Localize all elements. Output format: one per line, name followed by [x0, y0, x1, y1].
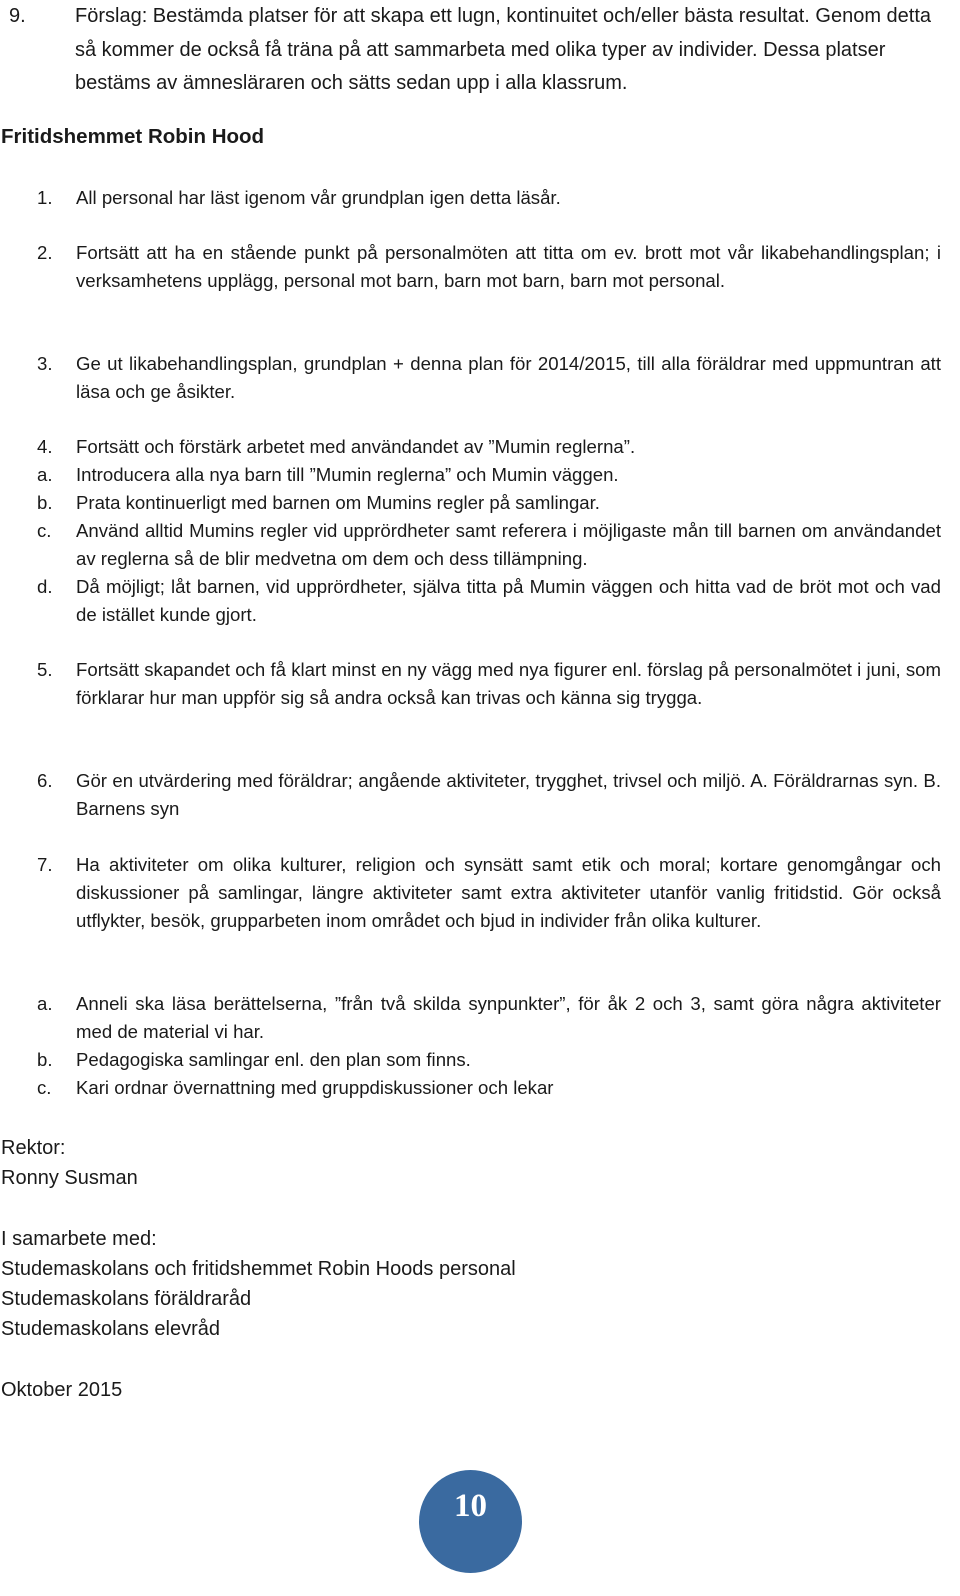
item-text: All personal har läst igenom vår grundplan igen detta läsår.: [76, 187, 561, 208]
item-text: Fortsätt att ha en stående punkt på personalmöten att titta om ev. brott mot vår likabehandlingsplan; i verksamhetens upplägg, personal mot barn, barn mot barn, barn mot personal.: [76, 242, 941, 291]
item-number: b.: [37, 492, 53, 513]
item-number: 7.: [37, 854, 53, 875]
item-number: c.: [37, 520, 52, 541]
item-text: Använd alltid Mumins regler vid upprördheter samt referera i möjligaste mån till barnen om användandet av reglerna så de blir medvetna om dem och dess tillämpning.: [76, 520, 941, 569]
page-number-badge: [419, 1470, 522, 1573]
item-text: Introducera alla nya barn till ”Mumin reglerna” och Mumin väggen.: [76, 464, 619, 485]
item-number: 1.: [37, 187, 53, 208]
item-number: 5.: [37, 659, 53, 680]
item-number: 4.: [37, 436, 53, 457]
page-number: 10: [454, 1488, 487, 1524]
item-number: b.: [37, 1049, 53, 1070]
item-number: 9.: [9, 5, 26, 27]
item-text: Ha aktiviteter om olika kulturer, religion och synsätt samt etik och moral; kortare genomgångar och diskussioner på samlingar, längre aktiviteter samt extra aktiviteter utanför vanlig fritidstid. Gör också utflykter, besök, grupparbeten inom området och bjud in individer från olika kulturer.: [76, 854, 941, 931]
collaborator-parents-council: Studemaskolans föräldraråd: [1, 1288, 252, 1310]
item-text: Då möjligt; låt barnen, vid upprördheter, själva titta på Mumin väggen och hitta vad de bröt mot och vad de istället kunde gjort.: [76, 576, 941, 625]
item-text: Gör en utvärdering med föräldrar; angående aktiviteter, trygghet, trivsel och miljö. A. Föräldrarnas syn. B. Barnens syn: [76, 770, 941, 819]
item-text: Anneli ska läsa berättelserna, ”från två skilda synpunkter”, för åk 2 och 3, samt göra några aktiviteter med de material vi har.: [76, 993, 941, 1042]
item-text: Fortsätt och förstärk arbetet med användandet av ”Mumin reglerna”.: [76, 436, 636, 457]
principal-name: Ronny Susman: [1, 1167, 138, 1189]
list-item-9: [0, 0, 945, 100]
item-number: a.: [37, 464, 53, 485]
collaborator-staff: Studemaskolans och fritidshemmet Robin Hoods personal: [1, 1258, 516, 1280]
item-number: c.: [37, 1077, 52, 1098]
item-number: 2.: [37, 242, 53, 263]
item-text: Pedagogiska samlingar enl. den plan som finns.: [76, 1049, 471, 1070]
collaboration-label: I samarbete med:: [1, 1228, 157, 1250]
item-text: Fortsätt skapandet och få klart minst en ny vägg med nya figurer enl. förslag på personalmötet i juni, som förklarar hur man uppför sig så andra också kan trivas och känna sig trygga.: [76, 659, 941, 708]
item-text: Prata kontinuerligt med barnen om Mumins regler på samlingar.: [76, 492, 600, 513]
item-number: 3.: [37, 353, 53, 374]
document-date: Oktober 2015: [1, 1379, 123, 1401]
item-text: Förslag: Bestämda platser för att skapa ett lugn, kontinuitet och/eller bästa resultat. Genom detta så kommer de också få träna på att sammarbeta med olika typer av individer. Dessa platser bestäms av ämnesläraren och sätts sedan upp i alla klassrum.: [75, 5, 932, 94]
section-heading: Fritidshemmet Robin Hood: [1, 125, 265, 148]
principal-label: Rektor:: [1, 1137, 66, 1159]
item-number: 6.: [37, 770, 53, 791]
item-number: d.: [37, 576, 53, 597]
item-text: Ge ut likabehandlingsplan, grundplan + denna plan för 2014/2015, till alla föräldrar med uppmuntran att läsa och ge åsikter.: [76, 353, 941, 402]
collaborator-student-council: Studemaskolans elevråd: [1, 1318, 221, 1340]
item-number: a.: [37, 993, 53, 1014]
item-text: Kari ordnar övernattning med gruppdiskussioner och lekar: [76, 1077, 554, 1098]
